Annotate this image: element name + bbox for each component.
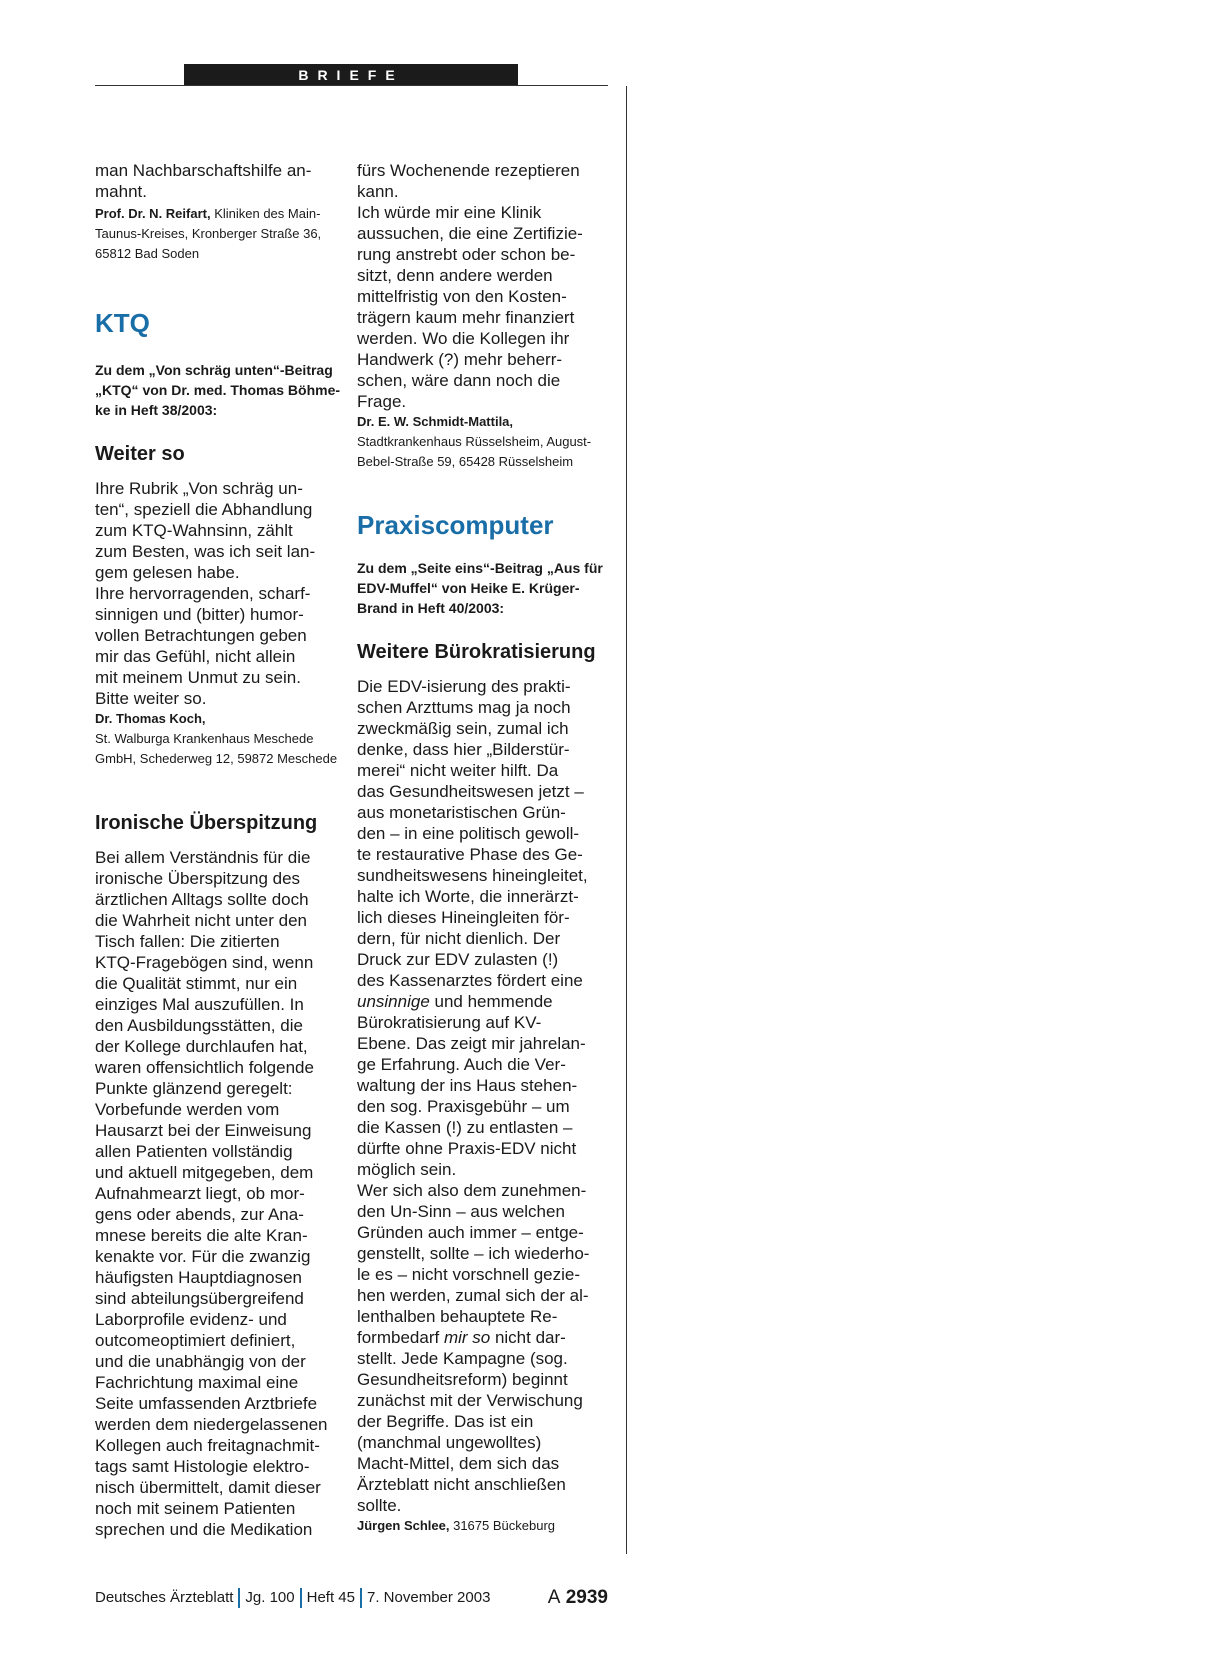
letter-signature [95,709,345,769]
letter-signature [357,412,612,472]
letter-text [357,676,612,1516]
emphasis-text: unsinnige [357,992,430,1011]
letter-text-continued: man Nachbarschaftshilfe an- mahnt. [95,161,312,201]
letter-text-part: und hemmende Bürokratisierung auf KV- Ebene. Das zeigt mir jahrelan- ge Erfahrung. Auch die Ver- waltung der ins Haus stehen- den sog. Praxisgebühr – um die Kassen (!) zu entlasten – dürfte ohne Praxis-EDV nicht möglich sein. Wer sich also dem zunehmen- den Un-Sinn – aus welchen Gründen auch immer – entge- genstellt, sollte – ich wiederho- le es – nicht vorschnell gezie- hen werden, zumal sich der al- lenthalben behauptete Re- formbedarf [357,992,590,1347]
signature-address: Kliniken des Main- Taunus-Kreises, Kronberger Straße 36, 65812 Bad Soden [95,206,322,261]
signature-address: St. Walburga Krankenhaus Meschede GmbH, Schederweg 12, 59872 Meschede [95,731,338,766]
section-header-label: BRIEFE [298,67,404,83]
journal-name: Deutsches Ärzteblatt [95,1589,234,1607]
footer-separator [238,1588,240,1608]
letter-signature [95,204,345,264]
page-prefix: A [547,1587,561,1608]
letter-text-part: nicht dar- stellt. Jede Kampagne (sog. Gesundheitsreform) beginnt zunächst mit der Verwischung der Begriffe. Das ist ein (manchmal ungewolltes) Macht-Mittel, dem sich das Ärzteblatt nicht anschließen sollte. [357,1328,583,1515]
section-title-ktq: KTQ [95,308,150,338]
letter-title: Ironische Überspitzung [95,812,318,834]
letter-text-continued: fürs Wochenende rezeptieren kann. Ich würde mir eine Klinik aussuchen, die eine Zertifizie- rung anstrebt oder schon be- sitzt, denn andere werden mittelfristig von den Kosten- trägern kaum mehr finanziert werden. Wo die Kollegen ihr Handwerk (?) mehr beherr- schen, wäre dann noch die Frage. [357,161,583,411]
header-rule [95,85,608,86]
footer-separator [300,1588,302,1608]
letter-text-part: Die EDV-isierung des prakti- schen Arzttums mag ja noch zweckmäßig sein, zumal ich denke, dass hier „Bilderstür- merei“ nicht weiter hilft. Da das Gesundheitswesen jetzt – aus monetaristischen Grün- den – in eine politisch gewoll- te restaurative Phase des Ge- sundheitswesens hineingleitet, halte ich Worte, die innerärzt- lich dieses Hineingleiten för- dern, für nicht dienlich. Der Druck zur EDV zulasten (!) des Kassenarztes fördert eine [357,677,588,990]
journal-volume: Jg. 100 [245,1589,295,1607]
signature-address: 31675 Bückeburg [449,1518,556,1533]
left-column [95,160,345,1540]
signature-name: Dr. Thomas Koch, [95,711,206,726]
section-title-praxiscomputer: Praxiscomputer [357,510,554,540]
letter-signature [357,1516,612,1536]
letter-text: Ihre Rubrik „Von schräg un- ten“, speziell die Abhandlung zum KTQ-Wahnsinn, zählt zum Besten, was ich seit lan- gem gelesen habe. Ihre hervorragenden, scharf- sinnigen und (bitter) humor- vollen Betrachtungen geben mir das Gefühl, nicht allein mit meinem Unmut zu sein. Bitte weiter so. [95,479,316,708]
page-number [548,1583,608,1613]
signature-address: Stadtkrankenhaus Rüsselsheim, August- Bebel-Straße 59, 65428 Rüsselsheim [357,434,592,469]
page-footer [95,1583,608,1613]
signature-name: Dr. E. W. Schmidt-Mattila, [357,414,514,429]
letter-title: Weitere Bürokratisierung [357,641,596,663]
footer-separator [360,1588,362,1608]
letter-text: Bei allem Verständnis für die ironische Überspitzung des ärztlichen Alltags sollte doch die Wahrheit nicht unter den Tisch fallen: Die zitierten KTQ-Fragebögen sind, wenn die Qualität stimmt, nur ein einziges Mal auszufüllen. In den Ausbildungsstätten, die der Kollege durchlaufen hat, waren offensichtlich folgende Punkte glänzend geregelt: Vorbefunde werden vom Hausarzt bei der Einweisung allen Patienten vollständig und aktuell mitgegeben, dem Aufnahmearzt liegt, ob mor- gens oder abends, zur Ana- mnese bereits die alte Kran- kenakte vor. Für die zwanzig häufigsten Hauptdiagnosen sind abteilungsübergreifend Laborprofile evidenz- und outcomeoptimiert definiert, und die unabhängig von der Fachrichtung maximal eine Seite umfassenden Arztbriefe werden dem niedergelassenen Kollegen auch freitagnachmit- tags samt Histologie elektro- nisch übermittelt, damit dieser noch mit seinem Patienten sprechen und die Medikation [95,848,328,1539]
section-intro: Zu dem „Von schräg unten“-Beitrag „KTQ“ von Dr. med. Thomas Böhme- ke in Heft 38/2003: [95,362,341,418]
issue-date: 7. November 2003 [367,1589,491,1607]
emphasis-text: mir so [443,1328,491,1347]
journal-issue: Heft 45 [306,1589,355,1607]
letter-title: Weiter so [95,443,185,465]
signature-name: Prof. Dr. N. Reifart, [95,206,211,221]
page-number-value: 2939 [565,1587,608,1609]
section-intro: Zu dem „Seite eins“-Beitrag „Aus für EDV-Muffel“ von Heike E. Krüger- Brand in Heft 40/2003: [357,560,603,616]
column-rule [626,86,627,1554]
signature-name: Jürgen Schlee, [357,1518,450,1533]
right-column [357,160,612,1536]
